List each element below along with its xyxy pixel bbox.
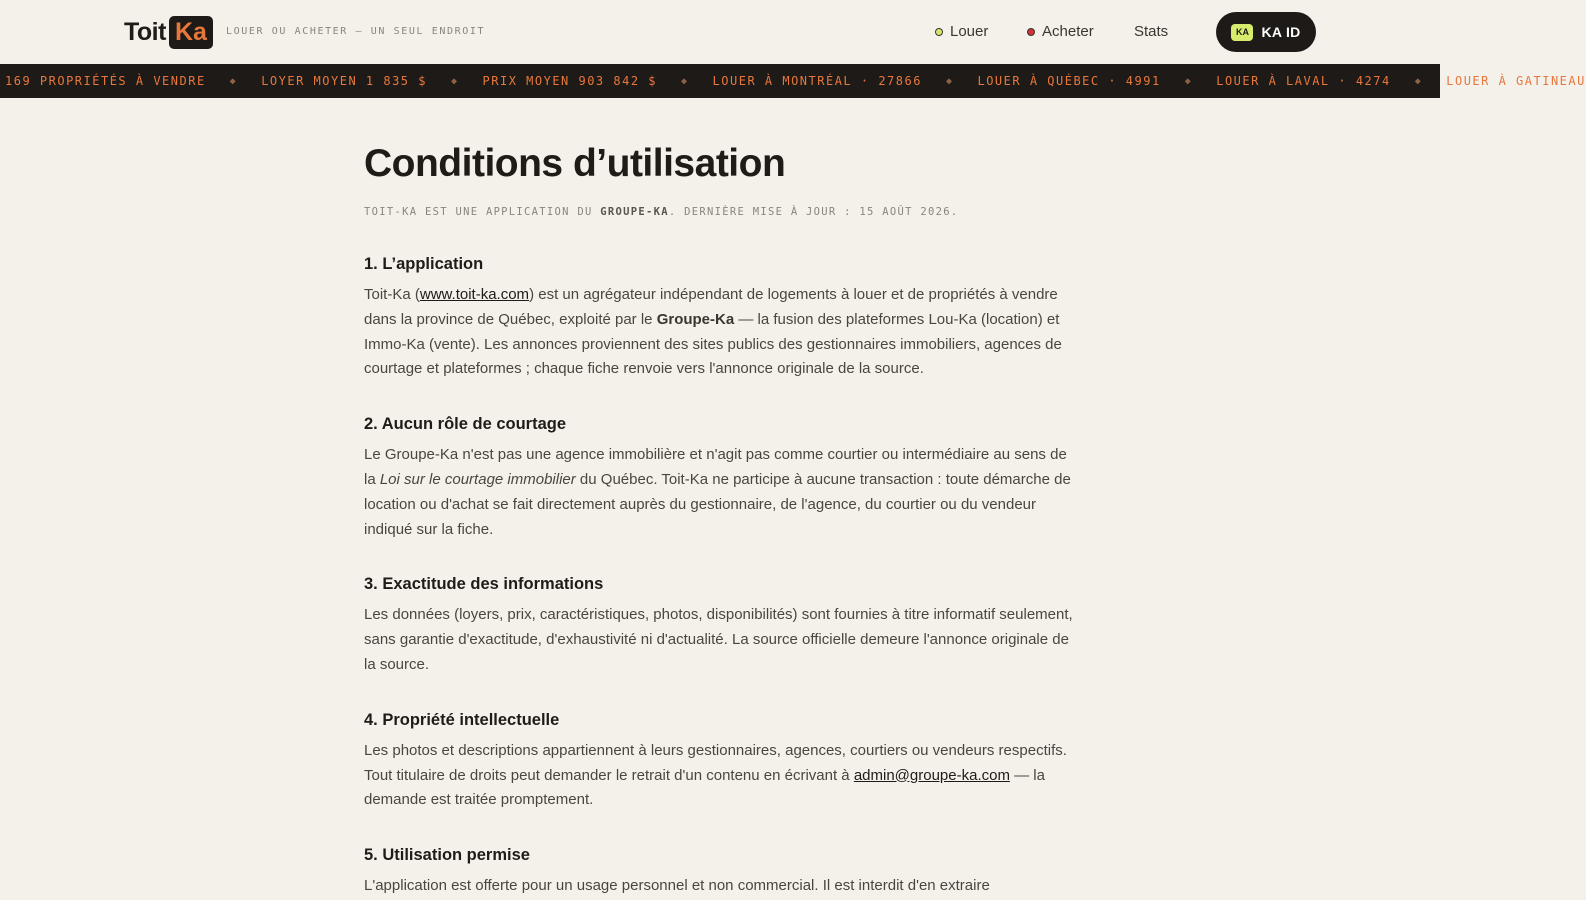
top-header	[0, 0, 1440, 64]
meta-prefix: TOIT-KA EST UNE APPLICATION DU	[364, 206, 601, 218]
section-heading: 4. Propriété intellectuelle	[364, 710, 560, 729]
website-link[interactable]: www.toit-ka.com	[419, 286, 530, 303]
text-run: — la demande est traitée promptement.	[364, 766, 1045, 809]
ka-id-label: KA ID	[1261, 24, 1301, 40]
diamond-separator-icon: ◆	[945, 75, 954, 87]
section-courtage	[364, 414, 1074, 542]
text-run: Toit-Ka (	[364, 286, 420, 303]
diamond-separator-icon: ◆	[450, 75, 459, 87]
nav-acheter[interactable]	[1027, 23, 1094, 40]
diamond-separator-icon: ◆	[1414, 75, 1423, 87]
nav-louer[interactable]	[935, 23, 988, 40]
ticker-track	[5, 64, 1586, 98]
stats-ticker	[0, 64, 1586, 98]
logo[interactable]	[124, 15, 213, 49]
section-heading: 3. Exactitude des informations	[364, 575, 604, 594]
meta-suffix: . DERNIÈRE MISE À JOUR : 15 AOÛT 2026.	[668, 206, 959, 218]
ticker-item: PRIX MOYEN 903 842 $	[482, 74, 658, 88]
ka-id-button[interactable]	[1216, 12, 1316, 52]
red-dot-icon	[1027, 28, 1035, 36]
logo-text-toit: Toit	[124, 17, 166, 46]
ticker-item: 169 PROPRIÉTÉS À VENDRE	[5, 74, 206, 88]
section-body: Les données (loyers, prix, caractéristiques, photos, disponibilités) sont fournies à titre informatif seulement, sans garantie d'exactitude, d'exhaustivité ni d'actualité. La source officielle demeure l'annonce originale de la source.	[364, 606, 1073, 673]
diamond-separator-icon: ◆	[229, 75, 238, 87]
ticker-item: LOUER À MONTRÉAL · 27866	[712, 74, 922, 88]
sections	[364, 254, 1074, 899]
company-name: Groupe-Ka	[656, 310, 735, 328]
ticker-item: LOYER MOYEN 1 835 $	[261, 74, 427, 88]
text-run: — la fusion des plateformes Lou-Ka (location) et Immo-Ka (vente). Les annonces proviennent des sites publics des gestionnaires immobiliers, agences de courtage et plateformes ; chaque fiche renvoie vers l'annonce originale de la source.	[364, 310, 1062, 378]
text-run: du Québec. Toit-Ka ne participe à aucune transaction : toute démarche de location ou d'achat se fait directement auprès du gestionnaire, de l'agence, du courtier ou du vendeur indiqué sur la fiche.	[364, 470, 1071, 538]
email-link[interactable]: admin@groupe-ka.com	[853, 766, 1010, 784]
ka-id-badge: KA	[1231, 24, 1253, 41]
lime-dot-icon	[935, 28, 943, 36]
section-heading: 1. L’application	[364, 255, 484, 273]
section-propriete	[364, 710, 1074, 813]
section-body	[364, 283, 1074, 382]
section-body: L'application est offerte pour un usage personnel et non commercial. Il est interdit d'en extraire	[364, 877, 990, 895]
section-utilisation	[364, 845, 1074, 899]
page-title: Conditions d’utilisation	[364, 142, 786, 185]
nav-stats[interactable]	[1134, 23, 1168, 40]
ticker-item: LOUER À QUÉBEC · 4991	[977, 74, 1161, 88]
section-body	[364, 739, 1074, 813]
diamond-separator-icon: ◆	[681, 75, 689, 87]
ticker-item: LOUER À LAVAL · 4274	[1216, 74, 1391, 88]
tagline: LOUER OU ACHETER — UN SEUL ENDROIT	[226, 26, 486, 37]
nav-acheter-label: Acheter	[1042, 23, 1094, 40]
terms-content	[364, 98, 1074, 899]
page-meta	[364, 206, 1074, 218]
ticker-item: LOUER À GATINEAU	[1446, 74, 1586, 88]
nav-louer-label: Louer	[950, 23, 989, 40]
section-exactitude	[364, 574, 1074, 677]
section-heading: 2. Aucun rôle de courtage	[364, 415, 567, 434]
section-body	[364, 443, 1074, 542]
law-title: Loi sur le courtage immobilier	[379, 470, 576, 488]
section-application	[364, 254, 1074, 382]
text-run: ) est un agrégateur indépendant de logements à louer et de propriétés à vendre dans la province de Québec, exploité par le	[364, 286, 1058, 328]
nav-stats-label: Stats	[1134, 23, 1169, 40]
text-run: Les photos et descriptions appartiennent à leurs gestionnaires, agences, courtiers ou vendeurs respectifs. Tout titulaire de droits peut demander le retrait d'un contenu en écrivant à	[364, 741, 1067, 784]
section-heading: 5. Utilisation permise	[364, 846, 530, 865]
text-run: Le Groupe-Ka n'est pas une agence immobilière et n'agit pas comme courtier ou intermédiaire au sens de la	[364, 446, 1067, 488]
diamond-separator-icon: ◆	[1184, 75, 1193, 87]
meta-company: GROUPE-KA	[600, 206, 669, 218]
logo-badge-ka: Ka	[169, 16, 213, 49]
